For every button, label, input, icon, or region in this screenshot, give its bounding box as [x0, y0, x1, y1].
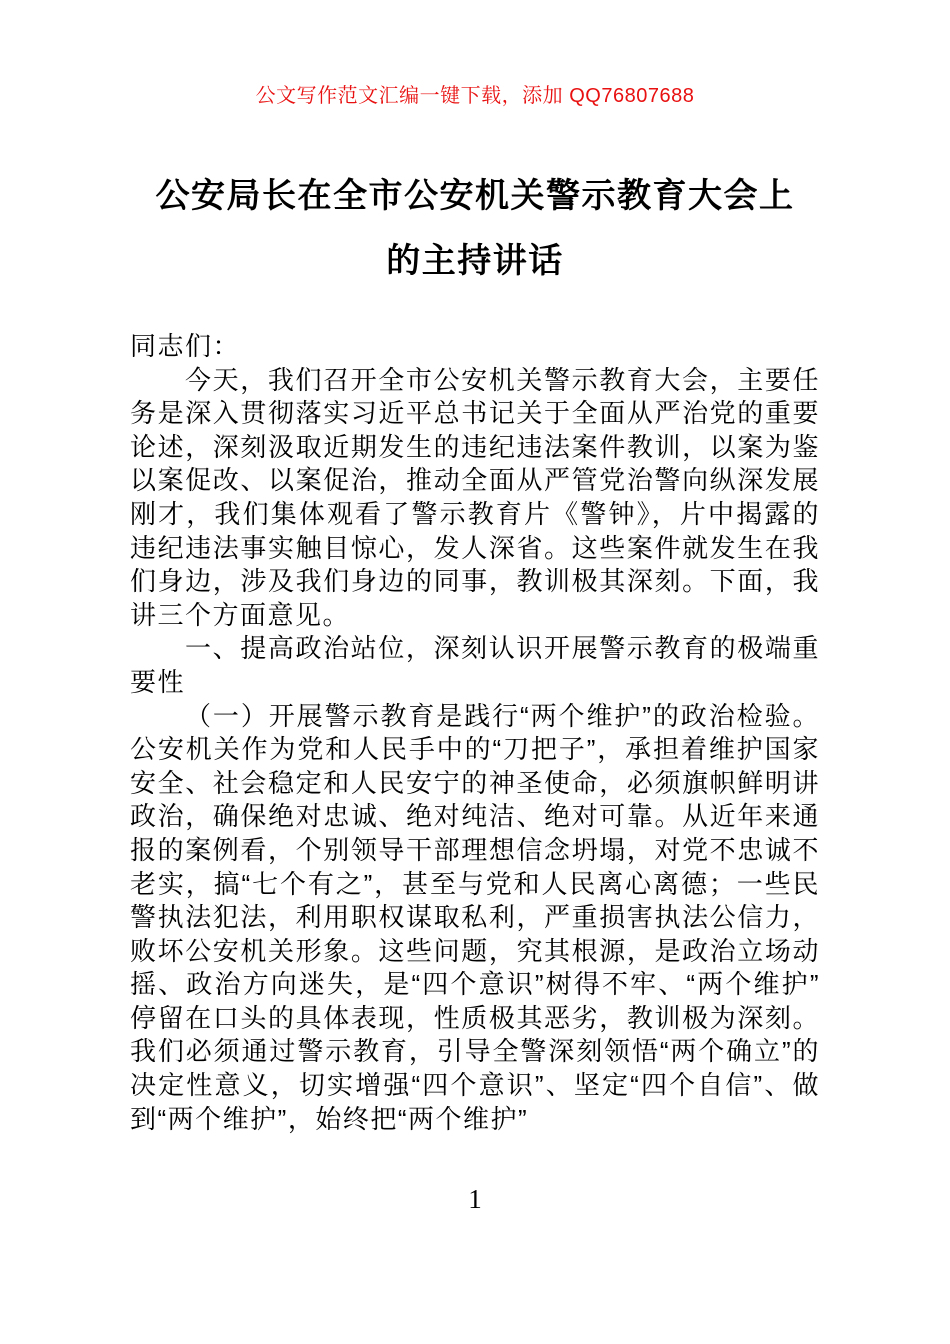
document-title	[130, 164, 820, 294]
promo-notice: 公文写作范文汇编一键下载，添加 QQ76807688	[255, 85, 695, 107]
section-1-paragraph-1: （一）开展警示教育是践行“两个维护”的政治检验。公安机关作为党和人民手中的“刀把子”，承担着维护国家安全、社会稳定和人民安宁的神圣使命，必须旗帜鲜明讲政治，确保绝对忠诚、绝对纯洁、绝对可靠。从近年来通报的案例看，个别领导干部理想信念坍塌，对党不忠诚不老实，搞“七个有之”，甚至与党和人民离心离德；一些民警执法犯法，利用职权谋取私利，严重损害执法公信力，败坏公安机关形象。这些问题，究其根源，是政治立场动摇、政治方向迷失，是“四个意识”树得不牢、“两个维护”停留在口头的具体表现，性质极其恶劣，教训极为深刻。我们必须通过警示教育，引导全警深刻领悟“两个确立”的决定性意义，切实增强“四个意识”、坚定“四个自信”、做到“两个维护”，始终把“两个维护”	[130, 700, 820, 1134]
section-heading-1: 一、提高政治站位，深刻认识开展警示教育的极端重要性	[130, 633, 820, 697]
page-number: 1	[468, 1184, 482, 1215]
document-body	[130, 330, 820, 1136]
salutation: 同志们：	[130, 331, 241, 361]
opening-paragraph: 今天，我们召开全市公安机关警示教育大会，主要任务是深入贯彻落实习近平总书记关于全面从严治党的重要论述，深刻汲取近期发生的违纪违法案件教训，以案为鉴以案促改、以案促治，推动全面从严管党治警向纵深发展刚才，我们集体观看了警示教育片《警钟》，片中揭露的违纪违法事实触目惊心，发人深省。这些案件就发生在我们身边，涉及我们身边的同事，教训极其深刻。下面，我讲三个方面意见。	[130, 364, 820, 630]
document-title-line-1: 公安局长在全市公安机关警示教育大会上	[155, 177, 795, 215]
document-title-line-2: 的主持讲话	[386, 242, 564, 280]
